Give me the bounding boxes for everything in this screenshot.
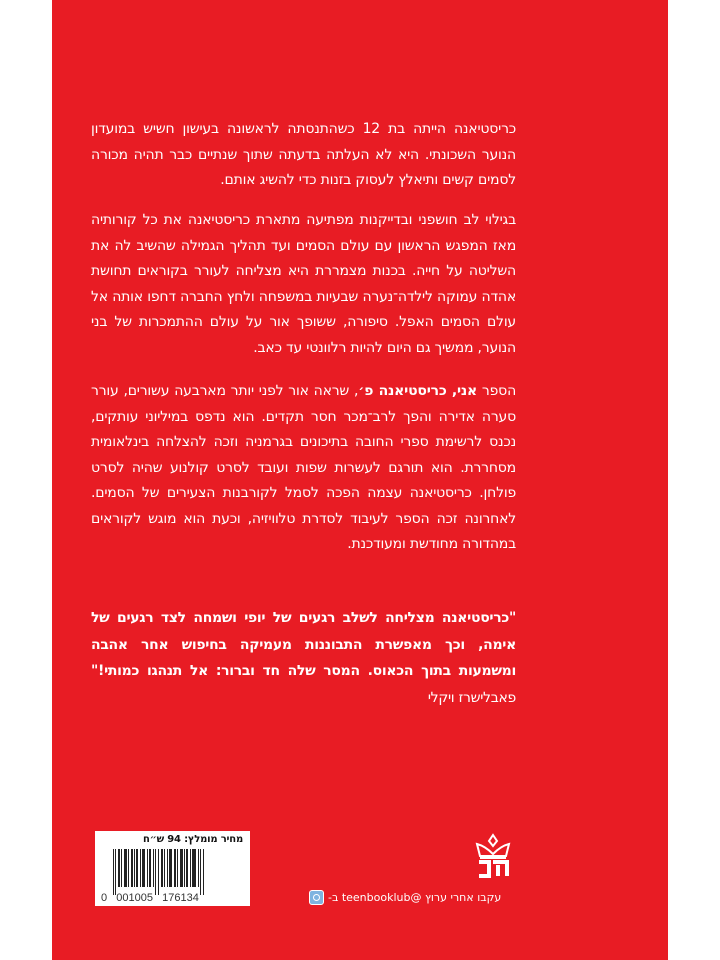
paragraph-3-prefix: הספר (477, 383, 517, 399)
review-quote (91, 605, 516, 711)
blurb-paragraph-2: בגילוי לב חושפני ובדייקנות מפתיעה מתארת כריסטיאנה את כל קורותיה מאז המפגש הראשון עם עולם הסמים ועד תהליך הגמילה שהשיב לה את השליטה על חייה. בכנות מצמררת היא מצליחה לעורר בקוראים תחושת אהדה עמוקה לילדה־נערה שבעיות במשפחה ולחץ החברה דחפו אותה אל עולם הסמים האפל. סיפורה, ששופך אור על עולם ההתמכרות של בני הנוער, ממשיך גם היום להיות רלוונטי עד כאב. (91, 212, 516, 356)
quote-text: "כריסטיאנה מצליחה לשלב רגעים של יופי ושמחה לצד רגעים של אימה, וכך מאפשרת התבוננות מעמיקה בחיפוש אחר אהבה ומשמעות בתוך הכאוס. המסר שלה חד וברור: אל תנהגו כמותי!" (91, 610, 516, 679)
price-label: מחיר מומלץ: 94 ש״ח (143, 834, 243, 845)
barcode (95, 831, 250, 906)
publisher-logo (473, 832, 513, 882)
quote-attribution: פאבלישרז ויקלי (427, 689, 516, 706)
social-follow (309, 888, 501, 906)
barcode-bars (113, 849, 241, 893)
paragraph-3-rest: , שראה אור לפני יותר מארבעה עשורים, עורר סערה אדירה והפך לרב־מכר חסר תקדים. הוא נדפס במיליוני עותקים, נכנס לרשימת ספרי החובה בתיכונים בגרמניה וזכה להצלחה בינלאומית מסחררת. הוא תורגם לעשרות שפות ועובד לסרט קולנוע שהיה לסרט פולחן. כריסטיאנה עצמה הפכה לסמל לקורבנות הצעירים של הסמים. לאחרונה זכה הספר לעיבוד לסדרת טלוויזיה, וכעת הוא מוגש לקוראים במהדורה מחודשת ומעודכנת. (91, 383, 516, 552)
blurb-paragraph-3 (91, 379, 516, 558)
crown-icon (473, 832, 513, 882)
blurb-paragraph-1: כריסטיאנה הייתה בת 12 כשהתנסתה לראשונה בעישון חשיש במועדון הנוער השכונתי. היא לא העלתה בדעתה שתוך שנתיים כבר תהיה מכורה לסמים קשים ותיאלץ לעסוק בזנות כדי להשיג אותם. (91, 121, 516, 188)
book-title: אני, כריסטיאנה פ׳ (358, 383, 478, 399)
barcode-digits: 0 001005 176134 (101, 892, 199, 904)
social-text: עקבו אחרי ערוץ @teenbooklub ב- (328, 890, 502, 904)
instagram-icon (309, 890, 324, 905)
